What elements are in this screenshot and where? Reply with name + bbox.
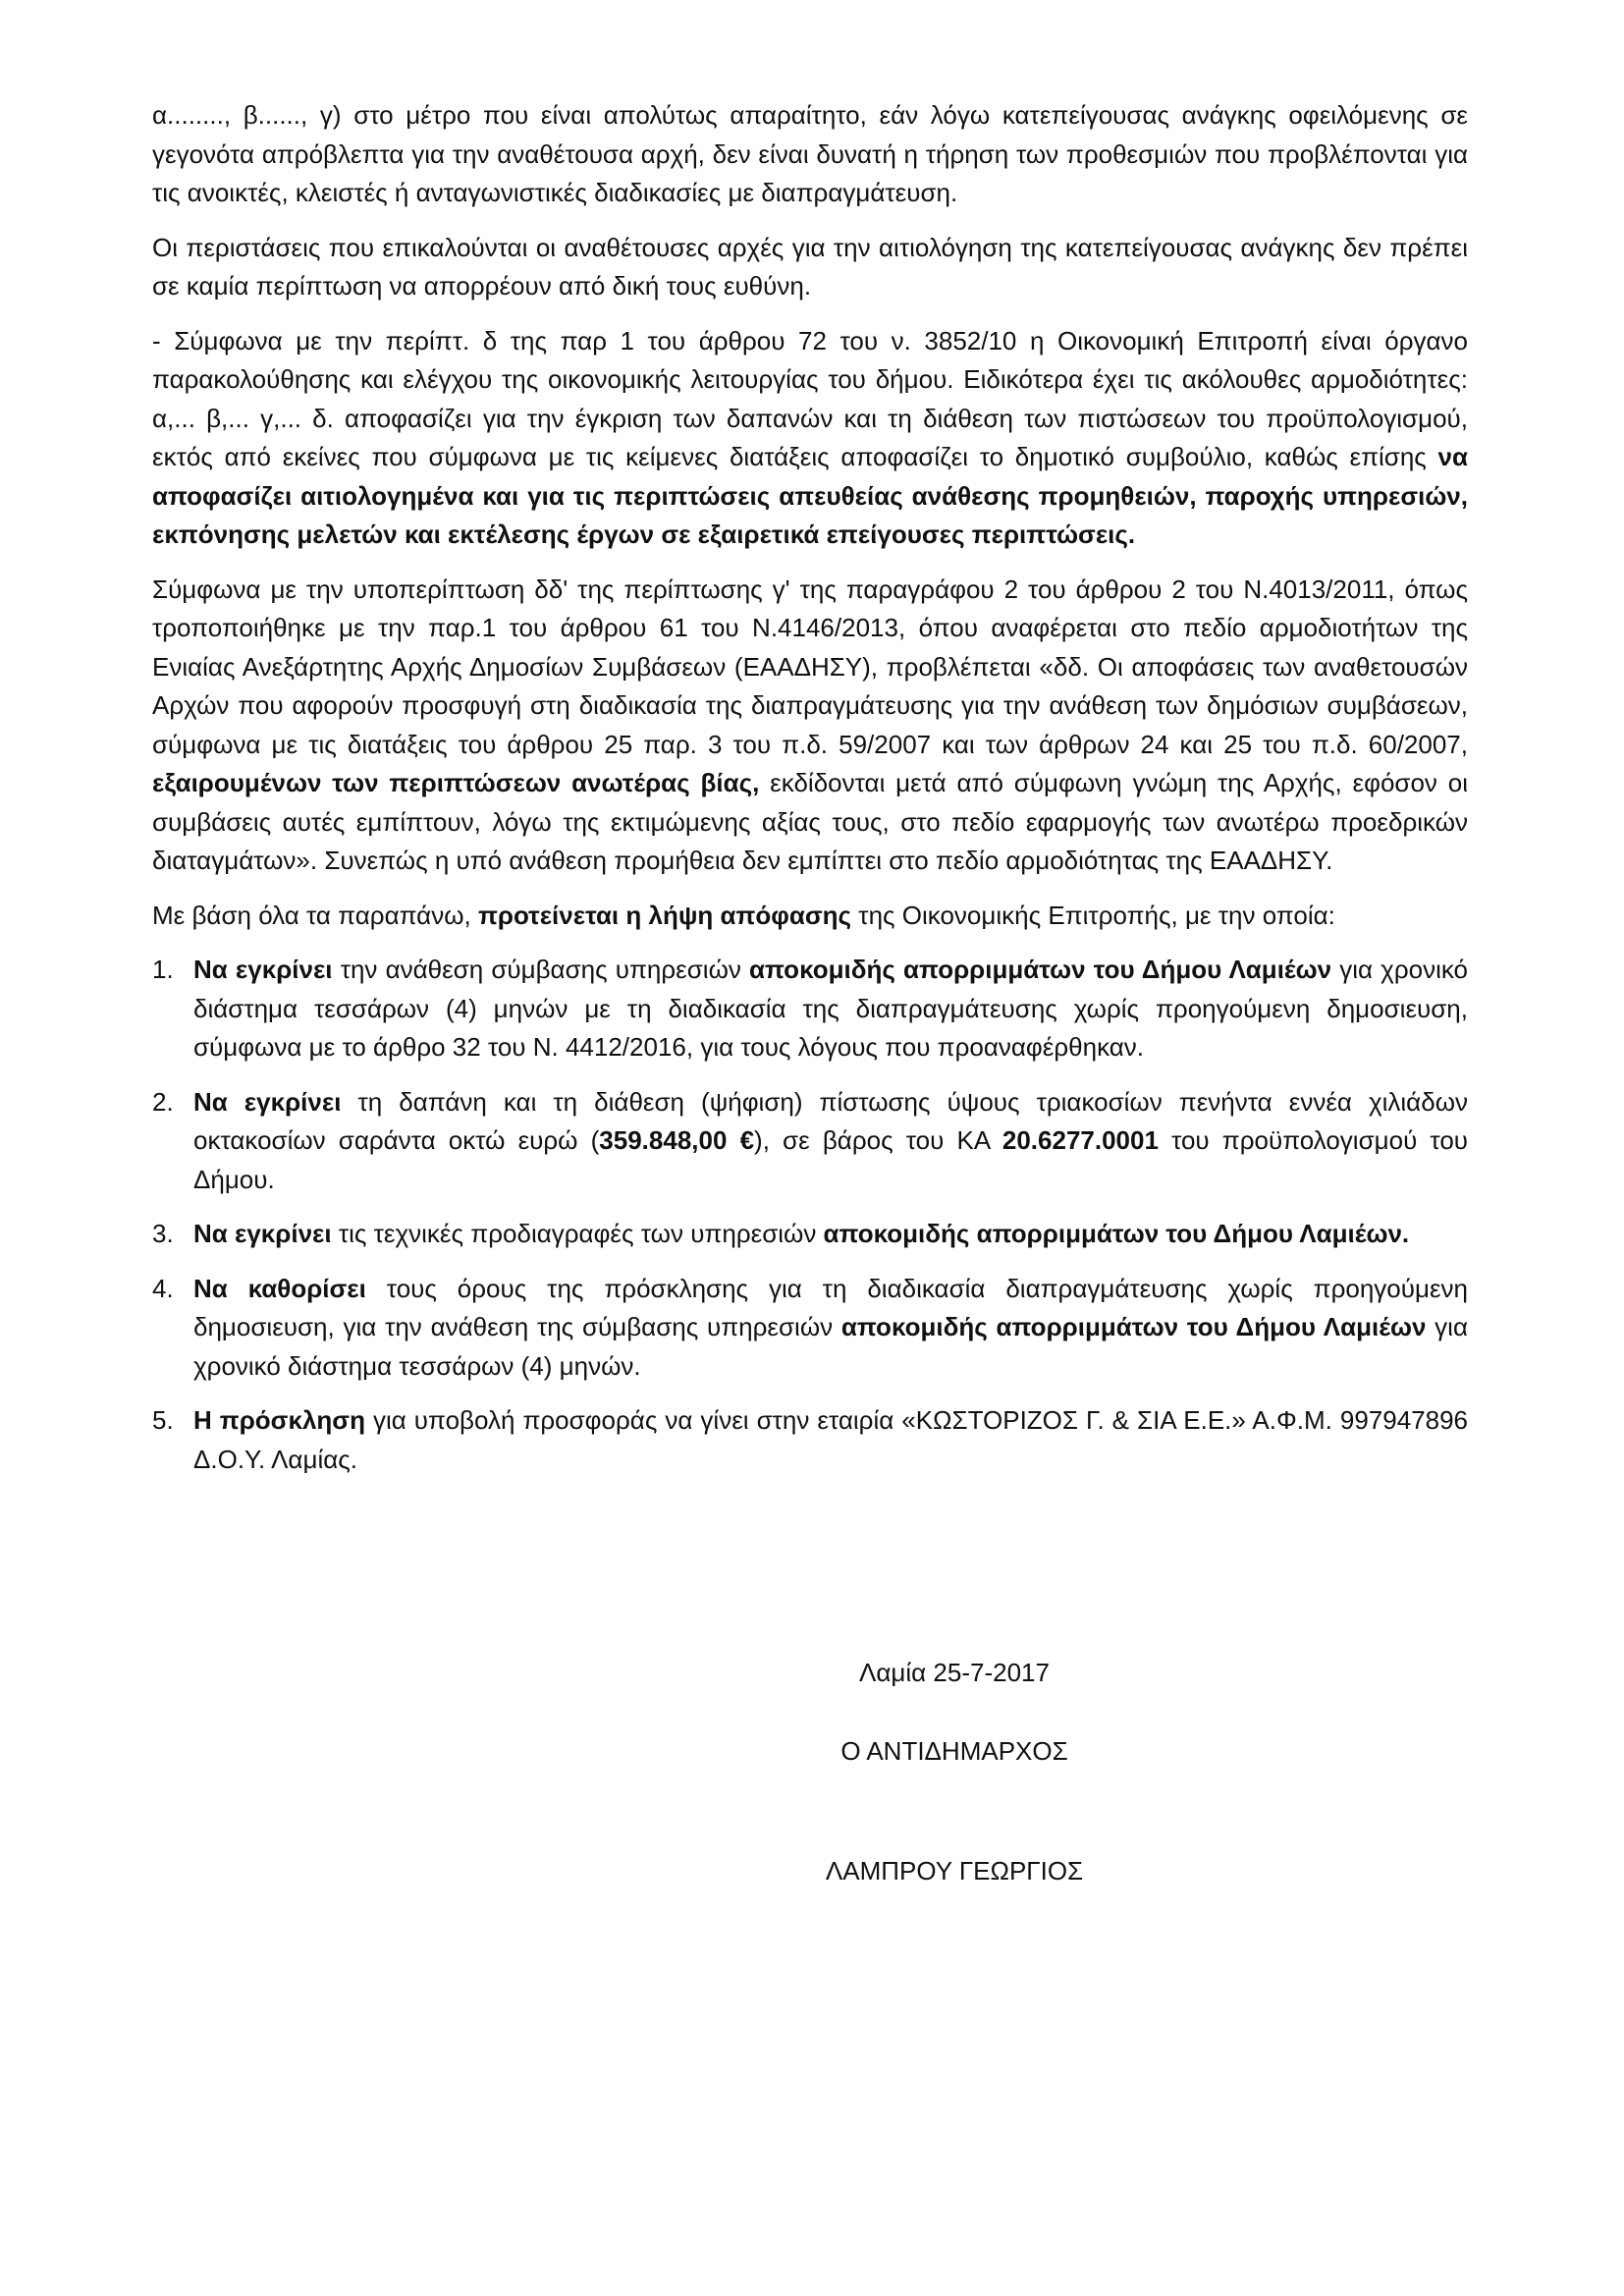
- bold-text: 359.848,00 €: [599, 1125, 755, 1155]
- decision-item: [152, 1270, 1468, 1387]
- text: για υποβολή προσφοράς να γίνει στην εταιρία «ΚΩΣΤΟΡΙΖΟΣ Γ. & ΣΙΑ Ε.Ε.» Α.Φ.Μ. 997947896 Δ.Ο.Υ. Λαμίας.: [193, 1405, 1468, 1474]
- decision-item: [152, 951, 1468, 1067]
- bold-text: να αποφασίζει αιτιολογημένα και για τις περιπτώσεις απευθείας ανάθεσης προμηθειών, παροχής υπηρεσιών, εκπόνησης μελετών και εκτέλεσης έργων σε εξαιρετικά επείγουσες περιπτώσεις.: [152, 442, 1468, 549]
- text: την ανάθεση σύμβασης υπηρεσιών: [332, 955, 750, 984]
- paragraph-eaadisy: [152, 571, 1468, 881]
- paragraph-financial-committee: [152, 322, 1468, 555]
- bold-text: 20.6277.0001: [1001, 1125, 1159, 1155]
- bold-text: αποκομιδής απορριμμάτων του Δήμου Λαμιέων: [840, 1312, 1427, 1341]
- bold-text: Να εγκρίνει: [193, 1086, 342, 1117]
- document-body: [152, 96, 1468, 1495]
- decision-item: [152, 1215, 1468, 1254]
- text: τη δαπάνη και τη διάθεση (ψήφιση) πίστωσης ύψους τριακοσίων πενήντα εννέα χιλιάδων οκτακοσίων σαράντα οκτώ ευρώ (: [193, 1086, 1468, 1155]
- bold-text: Η πρόσκληση: [193, 1405, 365, 1435]
- bold-text: Να εγκρίνει: [193, 1219, 332, 1248]
- item-number: 2.: [152, 1086, 174, 1117]
- text: της Οικονομικής Επιτροπής, με την οποία:: [851, 900, 1335, 930]
- date-text: Λαμία 25-7-2017: [859, 1658, 1050, 1687]
- item-number: 5.: [152, 1405, 174, 1435]
- bold-text: εξαιρουμένων των περιπτώσεων ανωτέρας βίας,: [152, 768, 760, 797]
- text: για χρονικό διάστημα τεσσάρων (4) μηνών με τη διαδικασία της διαπραγμάτευσης χωρίς προηγούμενη δημοσιευση, σύμφωνα με το άρθρο 32 του Ν. 4412/2016, για τους λόγους που προαναφέρθηκαν.: [193, 955, 1468, 1062]
- text: Οι περιστάσεις που επικαλούνται οι αναθέτουσες αρχές για την αιτιολόγηση της κατεπείγουσας ανάγκης δεν πρέπει σε καμία περίπτωση να απορρέουν από δική τους ευθύνη.: [152, 232, 1468, 301]
- text: α........, β......, γ) στο μέτρο που είναι απολύτως απαραίτητο, εάν λόγω κατεπείγουσας ανάγκης οφειλόμενης σε γεγονότα απρόβλεπτα για την αναθέτουσα αρχή, δεν είναι δυνατή η τήρηση των προθεσμιών που προβλέπονται για τις ανοικτές, κλειστές ή ανταγωνιστικές διαδικασίες με διαπραγμάτευση.: [152, 100, 1468, 207]
- paragraph-proposal: [152, 897, 1468, 936]
- bold-text: Να εγκρίνει: [193, 955, 333, 984]
- bold-text: προτείνεται η λήψη απόφασης: [477, 900, 852, 930]
- item-number: 1.: [152, 955, 174, 984]
- bold-text: αποκομιδής απορριμμάτων του Δήμου Λαμιέων.: [823, 1219, 1410, 1248]
- text: του προϋπολογισμού του Δήμου.: [193, 1125, 1469, 1194]
- text: εκδίδονται μετά από σύμφωνη γνώμη της Αρχής, εφόσον οι συμβάσεις αυτές εμπίπτουν, λόγω της εκτιμώμενης αξίας τους, στο πεδίο εφαρμογής των ανωτέρω προεδρικών διαταγμάτων». Συνεπώς η υπό ανάθεση προμήθεια δεν εμπίπτει στο πεδίο αρμοδιότητας της ΕΑΑΔΗΣΥ.: [152, 768, 1468, 875]
- text: για χρονικό διάστημα τεσσάρων (4) μηνών.: [193, 1312, 1468, 1381]
- decision-item: [152, 1083, 1468, 1200]
- paragraph-urgent-need: [152, 96, 1468, 213]
- name-text: ΛΑΜΠΡΟΥ ΓΕΩΡΓΙΟΣ: [825, 1856, 1084, 1886]
- signature-role: [0, 1736, 1624, 1767]
- signature-date: [0, 1658, 1624, 1688]
- text: ), σε βάρος του ΚΑ: [754, 1125, 1002, 1155]
- decision-item: [152, 1401, 1468, 1479]
- text: τις τεχνικές προδιαγραφές των υπηρεσιών: [331, 1219, 824, 1248]
- text: Σύμφωνα με την υποπερίπτωση δδ' της περίπτωσης γ' της παραγράφου 2 του άρθρου 2 του Ν.4013/2011, όπως τροποποιήθηκε με την παρ.1 του άρθρου 61 του Ν.4146/2013, όπου αναφέρεται στο πεδίο αρμοδιοτήτων της Ενιαίας Ανεξάρτητης Αρχής Δημοσίων Συμβάσεων (ΕΑΑΔΗΣΥ), προβλέπεται «δδ. Οι αποφάσεις των αναθετουσών Αρχών που αφορούν προσφυγή στη διαδικασία της διαπραγμάτευσης για την ανάθεση των δημόσιων συμβάσεων, σύμφωνα με τις διατάξεις του άρθρου 25 παρ. 3 του π.δ. 59/2007 και των άρθρων 24 και 25 του π.δ. 60/2007,: [152, 574, 1468, 759]
- paragraph-circumstances: [152, 229, 1468, 306]
- text: τους όρους της πρόσκλησης για τη διαδικασία διαπραγμάτευσης χωρίς προηγούμενη δημοσιευση, για την ανάθεση της σύμβασης υπηρεσιών: [193, 1273, 1469, 1341]
- role-text: Ο ΑΝΤΙΔΗΜΑΡΧΟΣ: [840, 1736, 1068, 1766]
- item-number: 4.: [152, 1273, 174, 1303]
- bold-text: αποκομιδής απορριμμάτων του Δήμου Λαμιέων: [749, 955, 1332, 984]
- text: - Σύμφωνα με την περίπτ. δ της παρ 1 του άρθρου 72 του ν. 3852/10 η Οικονομική Επιτροπή είναι όργανο παρακολούθησης και ελέγχου της οικονομικής λειτουργίας του δήμου. Ειδικότερα έχει τις ακόλουθες αρμοδιότητες: α,... β,... γ,... δ. αποφασίζει για την έγκριση των δαπανών και τη διάθεση των πιστώσεων του προϋπολογισμού, εκτός από εκείνες που σύμφωνα με τις κείμενες διατάξεις αποφασίζει το δημοτικό συμβούλιο, καθώς επίσης: [152, 325, 1468, 471]
- item-number: 3.: [152, 1219, 174, 1248]
- signature-name: [0, 1856, 1624, 1886]
- decision-list: [152, 951, 1468, 1479]
- text: Με βάση όλα τα παραπάνω,: [152, 900, 478, 930]
- bold-text: Να καθορίσει: [193, 1273, 366, 1303]
